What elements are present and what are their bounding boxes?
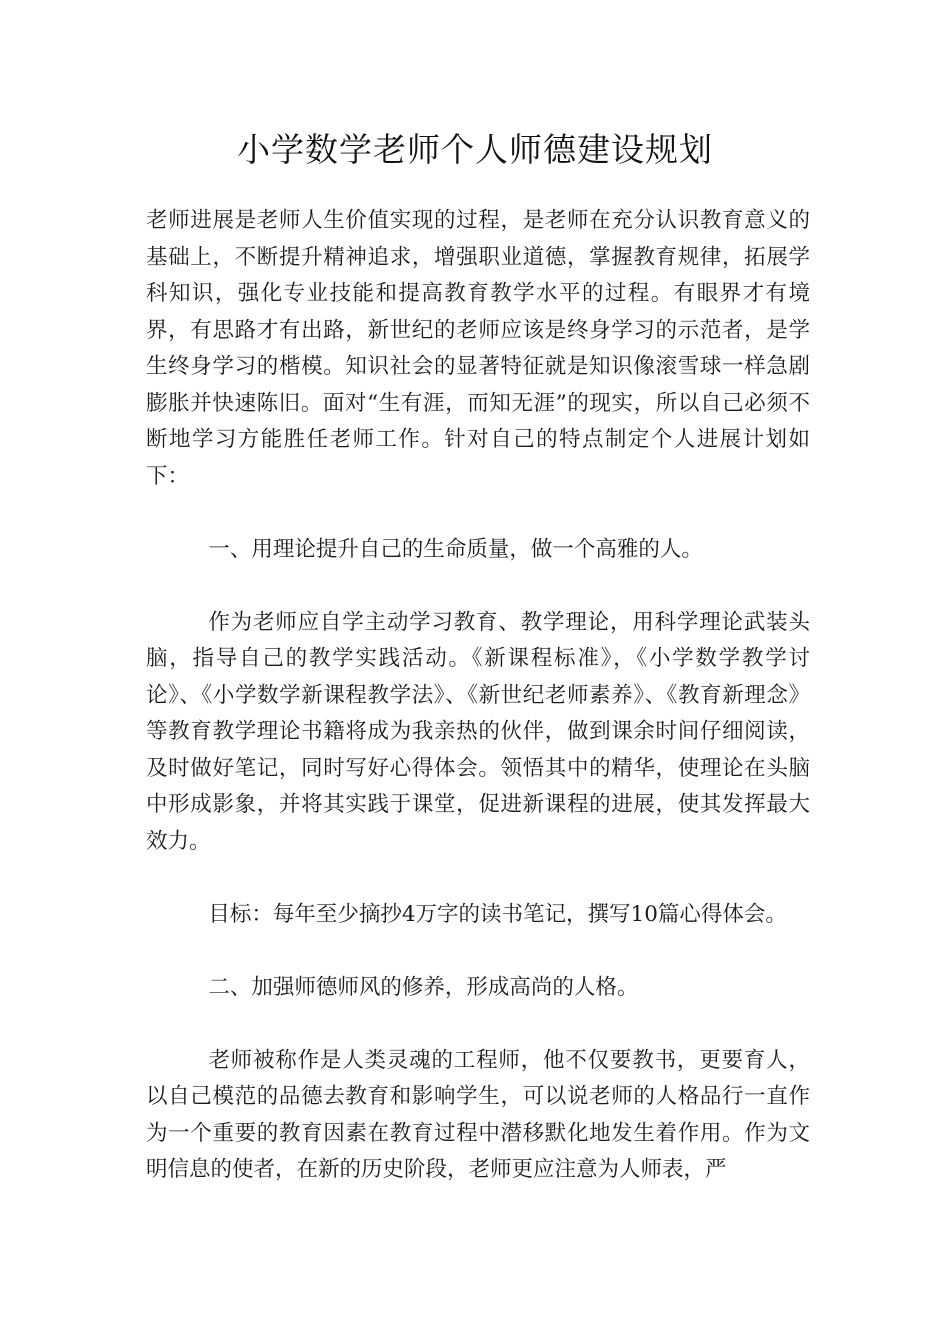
section-heading-one: 一、用理论提升自己的生命质量，做一个高雅的人。: [208, 536, 703, 562]
paragraph-spacer: [146, 568, 810, 605]
paragraph-spacer: [146, 860, 810, 897]
paragraph-spacer: [146, 933, 810, 970]
paragraph-spacer: [146, 495, 810, 532]
intro-paragraph: 老师进展是老师人生价值实现的过程，是老师在充分认识教育意义的基础上，不断提升精神追求，增强职业道德，掌握教育规律，拓展学科知识，强化专业技能和提高教育教学水平的过程。有眼界才有境界，有思路才有出路，新世纪的老师应该是终身学习的示范者，是学生终身学习的楷模。知识社会的显著特征就是知识像滚雪球一样急剧膨胀并快速陈旧。面对“生有涯，而知无涯”的现实，所以自己必须不断地学习方能胜任老师工作。针对自己的特点制定个人进展计划如下：: [146, 208, 810, 489]
document-body: [146, 203, 810, 1189]
goal-paragraph: 目标：每年至少摘抄4万字的读书笔记，撰写10篇心得体会。: [208, 901, 787, 927]
section-one-paragraph: 作为老师应自学主动学习教育、教学理论，用科学理论武装头脑，指导自己的教学实践活动。《新课程标准》，《小学数学教学讨论》、《小学数学新课程教学法》、《新世纪老师素养》、《教育新理念》等教育教学理论书籍将成为我亲热的伙伴，做到课余时间仔细阅读，及时做好笔记，同时写好心得体会。领悟其中的精华，使理论在头脑中形成影象，并将其实践于课堂，促进新课程的进展，使其发挥最大效力。: [146, 609, 810, 854]
section-heading-two: 二、加强师德师风的修养，形成高尚的人格。: [208, 974, 639, 1000]
section-two-paragraph: 老师被称作是人类灵魂的工程师，他不仅要教书，更要育人，以自己模范的品德去教育和影响学生，可以说老师的人格品行一直作为一个重要的教育因素在教育过程中潜移默化地发生着作用。作为文明信息的使者，在新的历史阶段，老师更应注意为人师表，严: [146, 1047, 810, 1182]
document-title: 小学数学老师个人师德建设规划: [237, 130, 713, 169]
paragraph-spacer: [146, 1006, 810, 1043]
